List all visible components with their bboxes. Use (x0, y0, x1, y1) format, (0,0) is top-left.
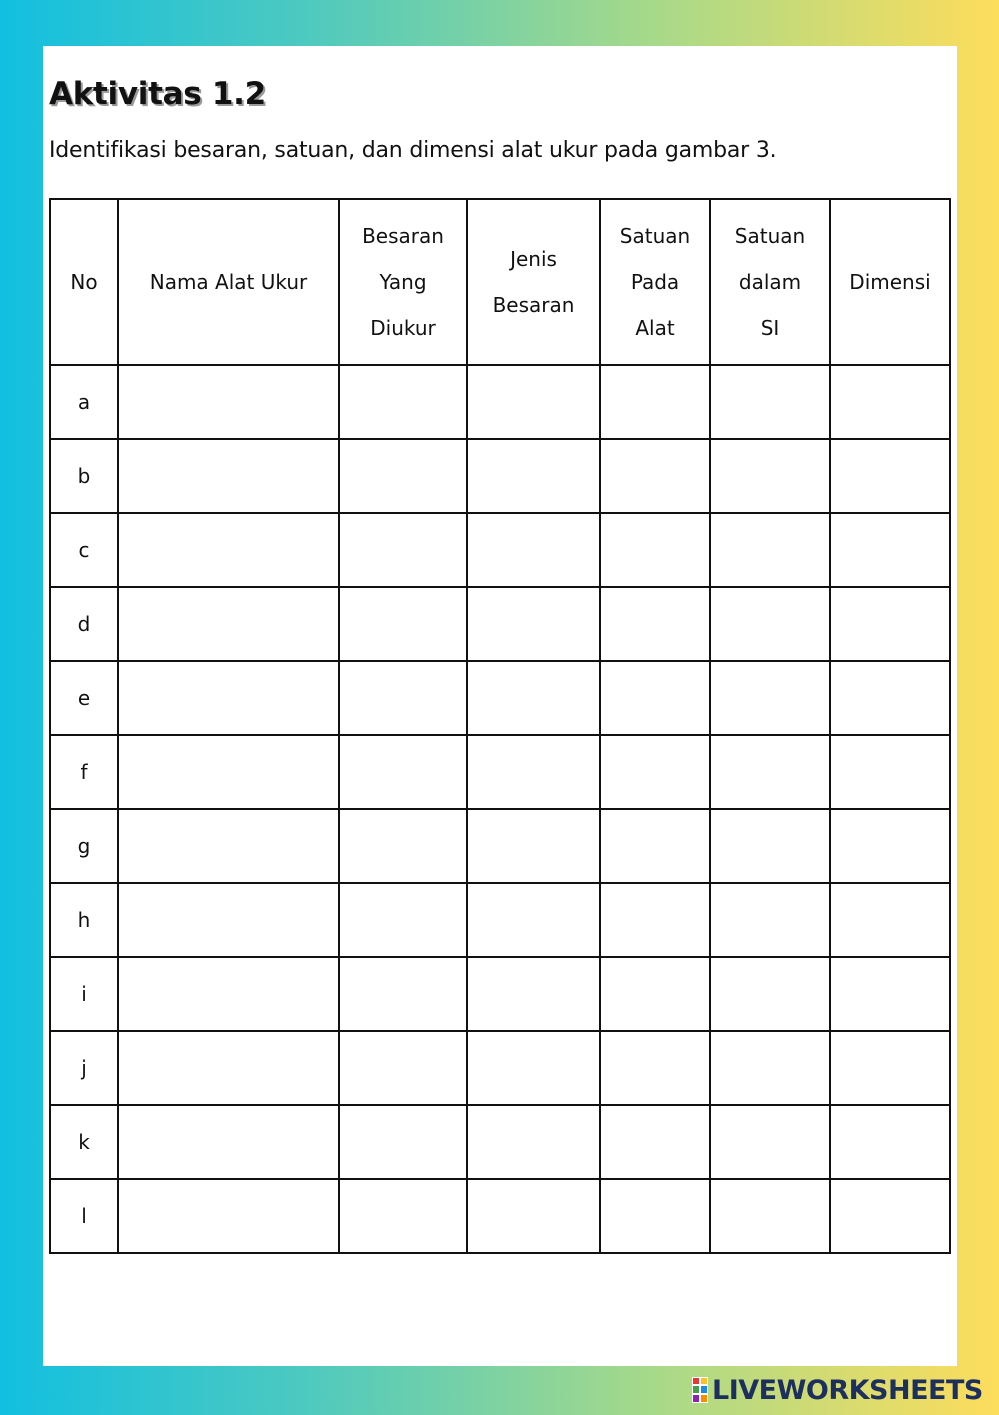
row-label: f (50, 735, 118, 809)
cell-besaran-yang-diukur[interactable] (339, 513, 467, 587)
cell-jenis-besaran[interactable] (467, 809, 600, 883)
cell-satuan-pada-alat[interactable] (600, 661, 710, 735)
cell-besaran-yang-diukur[interactable] (339, 439, 467, 513)
cell-dimensi[interactable] (830, 883, 950, 957)
cell-satuan-dalam-si[interactable] (710, 661, 830, 735)
cell-satuan-dalam-si[interactable] (710, 809, 830, 883)
row-label: d (50, 587, 118, 661)
table-row (50, 439, 950, 513)
table-body (50, 365, 950, 1253)
cell-nama-alat-ukur[interactable] (118, 439, 339, 513)
worksheet-page (43, 46, 957, 1366)
cell-dimensi[interactable] (830, 735, 950, 809)
row-label: c (50, 513, 118, 587)
cell-nama-alat-ukur[interactable] (118, 1179, 339, 1253)
logo-square (700, 1385, 708, 1394)
cell-besaran-yang-diukur[interactable] (339, 735, 467, 809)
cell-satuan-pada-alat[interactable] (600, 809, 710, 883)
row-label: l (50, 1179, 118, 1253)
logo-square (700, 1394, 708, 1403)
cell-besaran-yang-diukur[interactable] (339, 661, 467, 735)
cell-besaran-yang-diukur[interactable] (339, 1105, 467, 1179)
row-label: k (50, 1105, 118, 1179)
cell-satuan-pada-alat[interactable] (600, 587, 710, 661)
logo-square (692, 1377, 700, 1385)
table-row (50, 735, 950, 809)
cell-besaran-yang-diukur[interactable] (339, 883, 467, 957)
row-label: g (50, 809, 118, 883)
cell-satuan-dalam-si[interactable] (710, 1105, 830, 1179)
cell-jenis-besaran[interactable] (467, 1031, 600, 1105)
cell-nama-alat-ukur[interactable] (118, 1031, 339, 1105)
cell-nama-alat-ukur[interactable] (118, 365, 339, 439)
cell-dimensi[interactable] (830, 1031, 950, 1105)
cell-besaran-yang-diukur[interactable] (339, 1179, 467, 1253)
cell-nama-alat-ukur[interactable] (118, 809, 339, 883)
cell-jenis-besaran[interactable] (467, 365, 600, 439)
cell-satuan-pada-alat[interactable] (600, 1179, 710, 1253)
cell-jenis-besaran[interactable] (467, 957, 600, 1031)
activity-table (49, 198, 951, 1254)
cell-jenis-besaran[interactable] (467, 661, 600, 735)
cell-dimensi[interactable] (830, 1105, 950, 1179)
cell-besaran-yang-diukur[interactable] (339, 809, 467, 883)
cell-satuan-dalam-si[interactable] (710, 1179, 830, 1253)
header-satuan-pada-alat: Satuan Pada Alat (600, 199, 710, 365)
header-satuan-dalam-si: Satuan dalam SI (710, 199, 830, 365)
row-label: i (50, 957, 118, 1031)
liveworksheets-logo (692, 1374, 983, 1406)
cell-nama-alat-ukur[interactable] (118, 513, 339, 587)
cell-satuan-dalam-si[interactable] (710, 957, 830, 1031)
cell-satuan-dalam-si[interactable] (710, 365, 830, 439)
cell-satuan-pada-alat[interactable] (600, 439, 710, 513)
cell-jenis-besaran[interactable] (467, 439, 600, 513)
cell-besaran-yang-diukur[interactable] (339, 957, 467, 1031)
cell-dimensi[interactable] (830, 365, 950, 439)
cell-nama-alat-ukur[interactable] (118, 883, 339, 957)
page-title: Aktivitas 1.2 (49, 76, 266, 112)
table-row (50, 883, 950, 957)
logo-square (692, 1385, 700, 1394)
cell-satuan-pada-alat[interactable] (600, 883, 710, 957)
cell-jenis-besaran[interactable] (467, 1105, 600, 1179)
cell-jenis-besaran[interactable] (467, 587, 600, 661)
cell-nama-alat-ukur[interactable] (118, 587, 339, 661)
header-jenis-besaran: Jenis Besaran (467, 199, 600, 365)
table-row (50, 1031, 950, 1105)
cell-satuan-pada-alat[interactable] (600, 957, 710, 1031)
cell-dimensi[interactable] (830, 661, 950, 735)
table-row (50, 587, 950, 661)
cell-satuan-dalam-si[interactable] (710, 735, 830, 809)
table-row (50, 957, 950, 1031)
cell-satuan-dalam-si[interactable] (710, 883, 830, 957)
liveworksheets-logo-icon (692, 1377, 708, 1403)
cell-satuan-dalam-si[interactable] (710, 513, 830, 587)
header-nama-alat-ukur: Nama Alat Ukur (118, 199, 339, 365)
cell-jenis-besaran[interactable] (467, 513, 600, 587)
cell-dimensi[interactable] (830, 587, 950, 661)
cell-nama-alat-ukur[interactable] (118, 735, 339, 809)
cell-nama-alat-ukur[interactable] (118, 661, 339, 735)
cell-satuan-pada-alat[interactable] (600, 365, 710, 439)
cell-satuan-pada-alat[interactable] (600, 1031, 710, 1105)
header-no: No (50, 199, 118, 365)
table-row (50, 513, 950, 587)
header-besaran-yang-diukur: Besaran Yang Diukur (339, 199, 467, 365)
logo-square (692, 1394, 700, 1403)
cell-dimensi[interactable] (830, 1179, 950, 1253)
row-label: b (50, 439, 118, 513)
table-row (50, 661, 950, 735)
row-label: a (50, 365, 118, 439)
cell-dimensi[interactable] (830, 439, 950, 513)
cell-nama-alat-ukur[interactable] (118, 957, 339, 1031)
cell-jenis-besaran[interactable] (467, 883, 600, 957)
row-label: j (50, 1031, 118, 1105)
cell-satuan-pada-alat[interactable] (600, 513, 710, 587)
cell-nama-alat-ukur[interactable] (118, 1105, 339, 1179)
cell-satuan-pada-alat[interactable] (600, 1105, 710, 1179)
logo-square (700, 1377, 708, 1385)
header-dimensi: Dimensi (830, 199, 950, 365)
cell-satuan-dalam-si[interactable] (710, 439, 830, 513)
cell-besaran-yang-diukur[interactable] (339, 587, 467, 661)
table-row (50, 1179, 950, 1253)
row-label: e (50, 661, 118, 735)
cell-jenis-besaran[interactable] (467, 1179, 600, 1253)
table-header-row (50, 199, 950, 365)
table-row (50, 365, 950, 439)
cell-satuan-dalam-si[interactable] (710, 1031, 830, 1105)
cell-dimensi[interactable] (830, 513, 950, 587)
cell-dimensi[interactable] (830, 809, 950, 883)
cell-besaran-yang-diukur[interactable] (339, 1031, 467, 1105)
row-label: h (50, 883, 118, 957)
logo-text: LIVEWORKSHEETS (712, 1374, 983, 1406)
cell-besaran-yang-diukur[interactable] (339, 365, 467, 439)
instruction-text: Identifikasi besaran, satuan, dan dimensi alat ukur pada gambar 3. (49, 138, 777, 163)
table-row (50, 809, 950, 883)
cell-satuan-pada-alat[interactable] (600, 735, 710, 809)
cell-dimensi[interactable] (830, 957, 950, 1031)
cell-jenis-besaran[interactable] (467, 735, 600, 809)
cell-satuan-dalam-si[interactable] (710, 587, 830, 661)
table-row (50, 1105, 950, 1179)
